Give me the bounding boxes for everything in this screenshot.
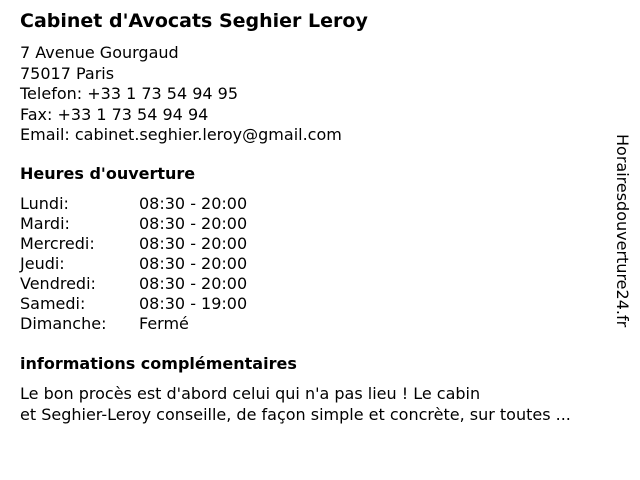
hours-time: 08:30 - 20:00: [139, 274, 248, 293]
opening-hours-table: [20, 194, 247, 334]
hours-time: 08:30 - 20:00: [139, 214, 248, 233]
hours-row-wednesday: [20, 234, 247, 254]
hours-day-label: Vendredi:: [20, 274, 96, 293]
additional-info-heading: informations complémentaires: [20, 354, 297, 373]
hours-row-friday: [20, 274, 247, 294]
hours-day-label: Samedi:: [20, 294, 86, 313]
email-address[interactable]: Email: cabinet.seghier.leroy@gmail.com: [20, 125, 342, 144]
hours-time: 08:30 - 20:00: [139, 254, 248, 273]
hours-row-monday: [20, 194, 247, 214]
site-watermark: Horairesdouverture24.fr: [613, 134, 632, 328]
hours-row-thursday: [20, 254, 247, 274]
additional-info-text: [20, 384, 571, 425]
contact-block: [20, 43, 342, 146]
hours-day-label: Dimanche:: [20, 314, 107, 333]
fax-number: Fax: +33 1 73 54 94 94: [20, 104, 209, 124]
hours-time: Fermé: [139, 314, 189, 333]
hours-day-label: Mardi:: [20, 214, 70, 233]
address-street: 7 Avenue Gourgaud: [20, 43, 179, 62]
business-name: Cabinet d'Avocats Seghier Leroy: [20, 10, 368, 32]
hours-time: 08:30 - 19:00: [139, 294, 248, 313]
hours-row-saturday: [20, 294, 247, 314]
hours-time: 08:30 - 20:00: [139, 234, 248, 253]
address-city: 75017 Paris: [20, 63, 115, 83]
info-line: Le bon procès est d'abord celui qui n'a pas lieu ! Le cabin: [20, 384, 481, 403]
hours-day-label: Mercredi:: [20, 234, 95, 253]
hours-row-tuesday: [20, 214, 247, 234]
hours-day-label: Jeudi:: [20, 254, 65, 273]
opening-hours-heading: Heures d'ouverture: [20, 164, 196, 183]
info-line: et Seghier-Leroy conseille, de façon simple et concrète, sur toutes ...: [20, 404, 571, 424]
phone-number[interactable]: Telefon: +33 1 73 54 94 95: [20, 84, 239, 103]
hours-row-sunday: [20, 314, 247, 334]
hours-time: 08:30 - 20:00: [139, 194, 248, 213]
hours-day-label: Lundi:: [20, 194, 69, 213]
